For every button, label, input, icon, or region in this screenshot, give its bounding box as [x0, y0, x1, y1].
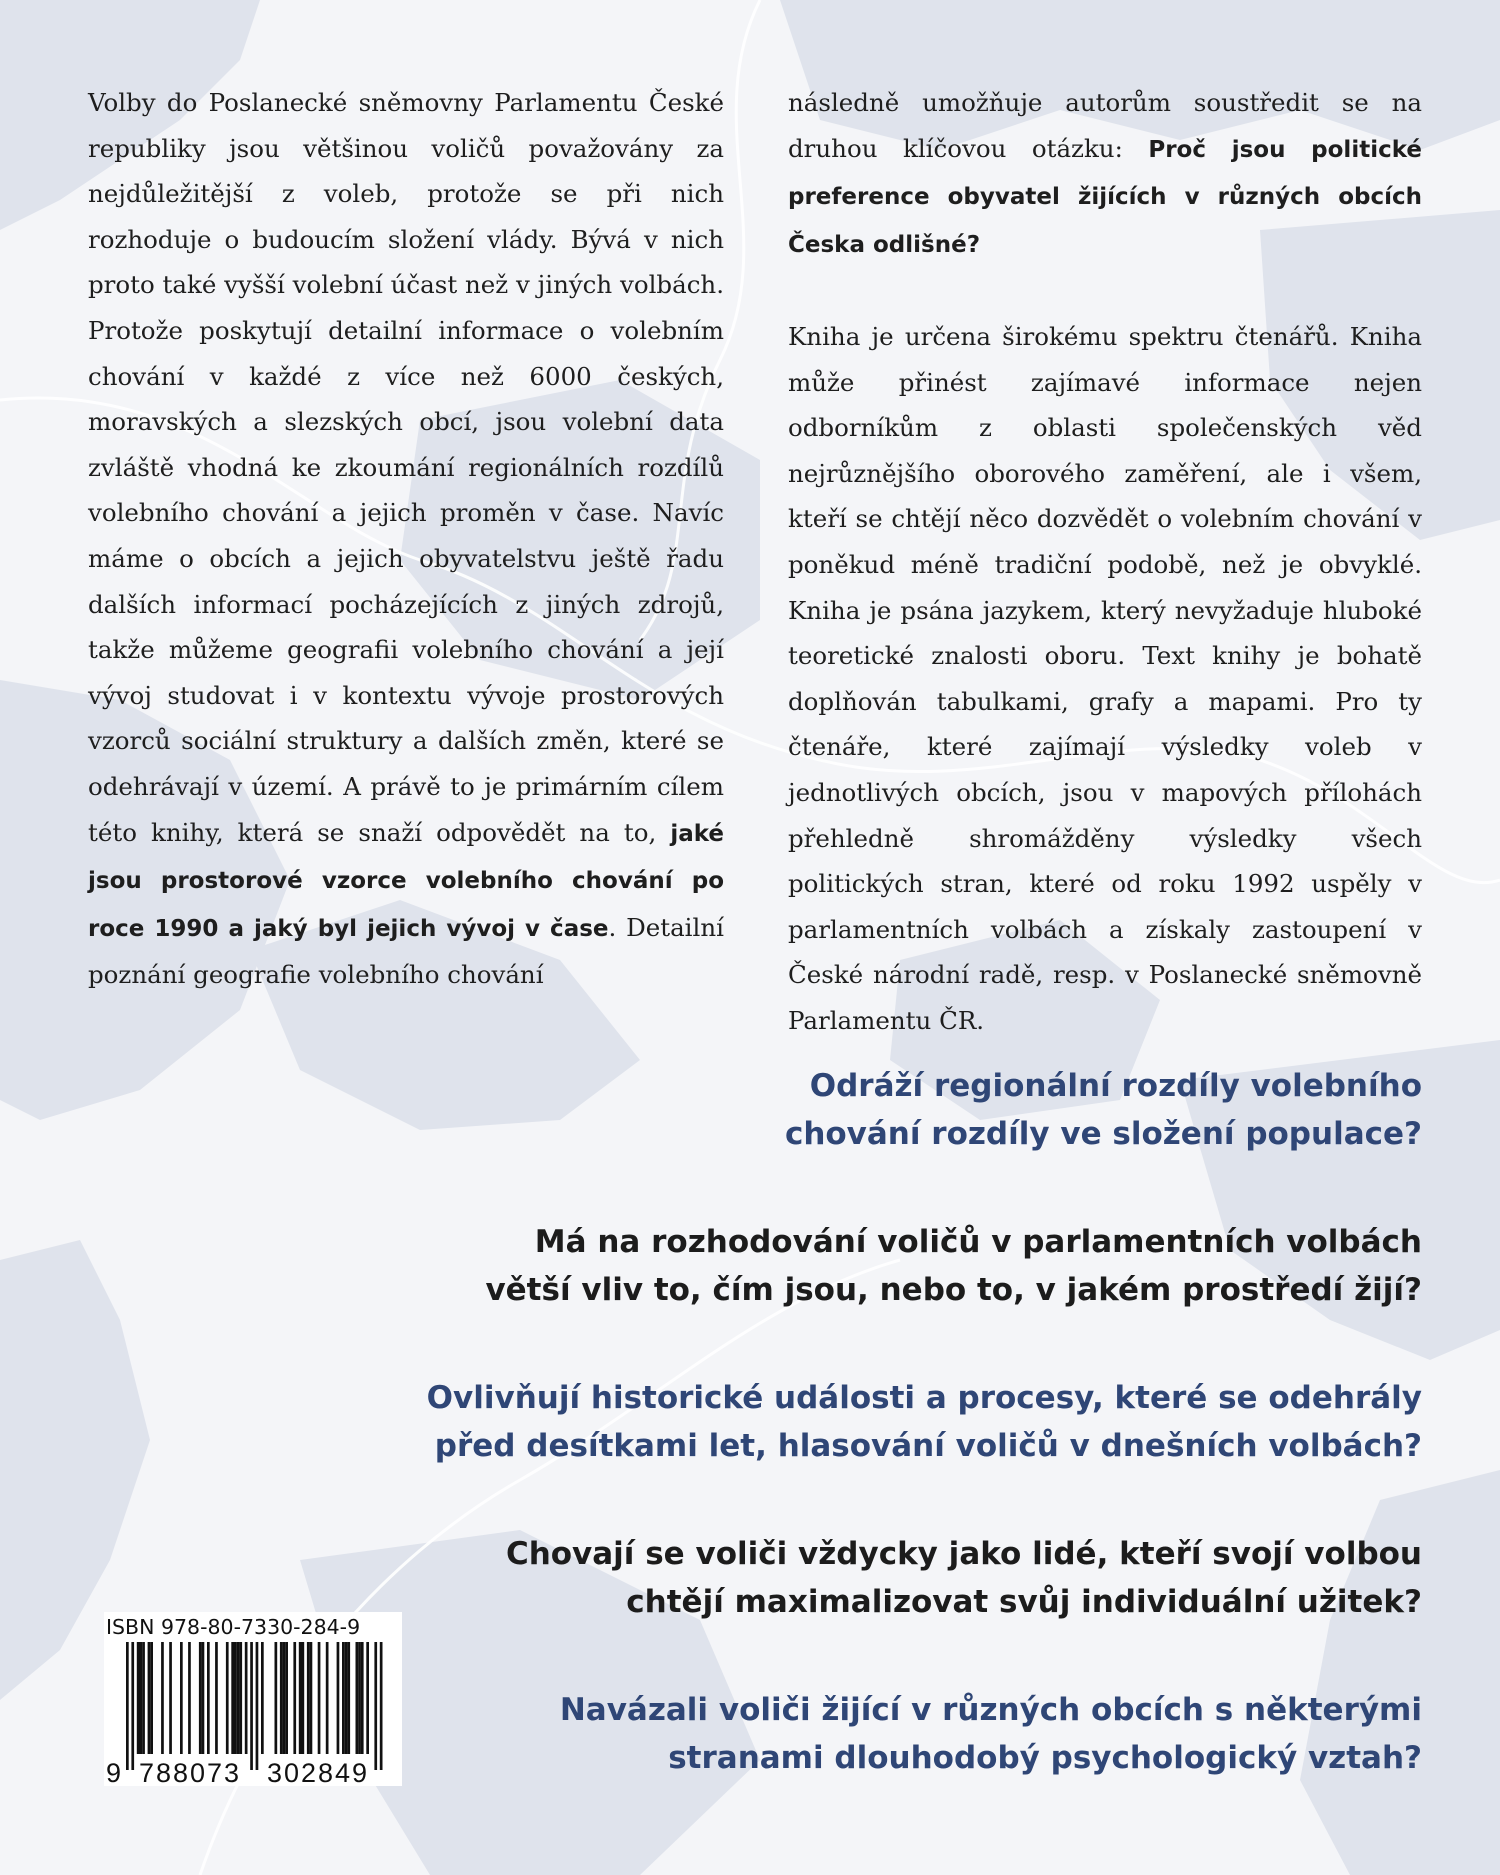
- barcode-digit-lead: 9: [106, 1758, 122, 1786]
- question-line: větší vliv to, čím jsou, nebo to, v jakém prostředí žijí?: [485, 1272, 1422, 1308]
- question-1: [380, 1062, 1422, 1158]
- barcode-guard-bar: [131, 1642, 134, 1770]
- intro-continuation: . Detailní poznání geografie volebního chování: [88, 912, 724, 990]
- barcode-bar: [180, 1642, 183, 1754]
- question-line: před desítkami let, hlasování voličů v dnešních volbách?: [434, 1428, 1422, 1464]
- barcode-bar: [310, 1642, 313, 1754]
- barcode-bar: [358, 1642, 361, 1754]
- barcode-bar: [280, 1642, 283, 1754]
- barcode-guard-bar: [374, 1642, 377, 1770]
- barcode-bar: [199, 1642, 202, 1754]
- paragraph-gap: [788, 268, 1422, 314]
- barcode-guard-bar: [250, 1642, 253, 1770]
- intro-paragraph: [88, 80, 724, 998]
- question-line: Chovají se voliči vždycky jako lidé, kteří svojí volbou: [505, 1536, 1422, 1572]
- barcode-bar: [261, 1642, 264, 1754]
- question-line: Navázali voliči žijící v různých obcích s některými: [559, 1692, 1422, 1728]
- barcode-bar: [345, 1642, 348, 1754]
- barcode-digits-right: 302849: [266, 1758, 370, 1786]
- right-text-column: [788, 80, 1422, 1043]
- barcode-bar: [142, 1642, 145, 1754]
- barcode-bar: [150, 1642, 153, 1754]
- barcode-bar: [137, 1642, 140, 1754]
- barcode-bar: [239, 1642, 242, 1754]
- barcode-guard-bar: [126, 1642, 129, 1770]
- barcode-bar: [237, 1642, 240, 1754]
- question-5: [380, 1686, 1422, 1782]
- barcode-bar: [299, 1642, 302, 1754]
- continuation-paragraph: [788, 80, 1422, 268]
- barcode-bar: [307, 1642, 310, 1754]
- barcode-bar: [234, 1642, 237, 1754]
- barcode-bar: [207, 1642, 210, 1754]
- barcode-bar: [366, 1642, 369, 1754]
- question-line: stranami dlouhodobý psychologický vztah?: [668, 1740, 1422, 1776]
- barcode-bar: [302, 1642, 305, 1754]
- question-line: Odráží regionální rozdíly volebního: [809, 1068, 1422, 1104]
- question-3: [380, 1374, 1422, 1470]
- barcode-bar: [318, 1642, 321, 1754]
- barcode-bar: [361, 1642, 364, 1754]
- barcode-bar: [202, 1642, 205, 1754]
- barcode-bar: [245, 1642, 248, 1754]
- barcode-bar: [337, 1642, 340, 1754]
- question-4: [380, 1530, 1422, 1626]
- barcode-bar: [140, 1642, 143, 1754]
- barcode-bar: [148, 1642, 151, 1754]
- barcode-bar: [326, 1642, 329, 1754]
- key-question: Proč jsou politické preference obyvatel žijících v různých obcích Česka odlišné?: [788, 136, 1422, 258]
- audience-paragraph: Kniha je určena širokému spektru čtenářů. Kniha může přinést zajímavé informace nejen odborníkům z oblasti společenských věd nejrůznějšího oborového zaměření, ale i všem, kteří se chtějí něco dozvědět o volebním chování v poněkud méně tradiční podobě, než je obvyklé. Kniha je psána jazykem, který nevyžaduje hluboké teoretické znalosti oboru. Text knihy je bohatě doplňován tabulkami, grafy a mapami. Pro ty čtenáře, které zajímají výsledky voleb v jednotlivých obcích, jsou v mapových přílohách přehledně shromážděny výsledky všech politických stran, které od roku 1992 uspěly v parlamentních volbách a získaly zastoupení v České národní radě, resp. v Poslanecké sněmovně Parlamentu ČR.: [788, 321, 1422, 1035]
- isbn-barcode-block: [104, 1612, 402, 1786]
- left-text-column: [88, 80, 724, 998]
- barcode-bar: [347, 1642, 350, 1754]
- barcode-bar: [226, 1642, 229, 1754]
- barcode-digits-left: 788073: [138, 1758, 242, 1786]
- questions-list: [380, 1062, 1422, 1842]
- barcode-bar: [215, 1642, 218, 1754]
- barcode-bar: [188, 1642, 191, 1754]
- question-2: [380, 1218, 1422, 1314]
- barcode-bar: [293, 1642, 296, 1754]
- question-line: Má na rozhodování voličů v parlamentních volbách: [534, 1224, 1422, 1260]
- barcode-bar: [161, 1642, 164, 1754]
- barcode-bar: [285, 1642, 288, 1754]
- isbn-label: ISBN 978-80-7330-284-9: [106, 1615, 361, 1639]
- barcode-bar: [356, 1642, 359, 1754]
- barcode-bar: [231, 1642, 234, 1754]
- question-line: chtějí maximalizovat svůj individuální užitek?: [626, 1584, 1422, 1620]
- barcode-bar: [275, 1642, 278, 1754]
- barcode-bar: [169, 1642, 172, 1754]
- continuation-text: následně umožňuje autorům soustředit se na druhou klíčovou otázku:: [788, 88, 1422, 163]
- intro-emphasis: jaké jsou prostorové vzorce volebního chování po roce 1990 a jaký byl jejich vývoj v čase: [88, 820, 724, 942]
- barcode-guard-bar: [380, 1642, 383, 1770]
- question-line: chování rozdíly ve složení populace?: [784, 1116, 1422, 1152]
- barcode-guard-bar: [256, 1642, 259, 1770]
- question-line: Ovlivňují historické události a procesy, které se odehrály: [426, 1380, 1422, 1416]
- barcode: [104, 1642, 402, 1786]
- barcode-bar: [342, 1642, 345, 1754]
- intro-text: Volby do Poslanecké sněmovny Parlamentu České republiky jsou většinou voličů považovány za nejdůležitější z voleb, protože se při nich rozhoduje o budoucím složení vlády. Bývá v nich proto také vyšší volební účast než v jiných volbách. Protože poskytují detailní informace o volebním chování v každé z více než 6000 českých, moravských a slezských obcí, jsou volební data zvláště vhodná ke zkoumání regionálních rozdílů volebního chování a jejich proměn v čase. Navíc máme o obcích a jejich obyvatelstvu ještě řadu dalších informací pocházejících z jiných zdrojů, takže můžeme geografii volebního chování a její vývoj studovat i v kontextu vývoje prostorových vzorců sociální struktury a dalších změn, které se odehrávají v území. A právě to je primárním cílem této knihy, která se snaží odpovědět na to,: [88, 88, 724, 847]
- barcode-bar: [283, 1642, 286, 1754]
